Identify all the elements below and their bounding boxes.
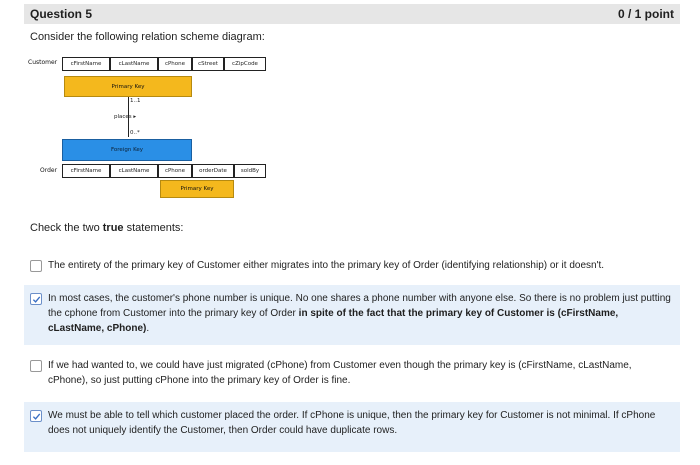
order-table-label: Order <box>40 167 58 174</box>
checkbox[interactable] <box>30 410 42 422</box>
customer-column: cStreet <box>192 57 224 71</box>
order-column: soldBy <box>234 164 266 178</box>
answer-option-2[interactable] <box>24 285 680 345</box>
question-prompt: Consider the following relation scheme diagram: <box>30 31 265 43</box>
multiplicity-bottom: 0..* <box>130 130 140 136</box>
option-text-part: The entirety of the primary key of Customer either migrates into the primary key of Order (identifying relationship) or it doesn't. <box>48 260 605 271</box>
customer-column: cFirstName <box>62 57 110 71</box>
order-column: cLastName <box>110 164 158 178</box>
checkmark-icon <box>32 295 41 304</box>
question-title: Question 5 <box>30 7 93 21</box>
order-column: cPhone <box>158 164 192 178</box>
option-text <box>48 291 674 339</box>
order-column: cFirstName <box>62 164 110 178</box>
option-text <box>48 408 674 446</box>
option-text-part: We must be able to tell which customer placed the order. If cPhone is unique, then the primary key for Customer is not minimal. If cPhone does not uniquely identify the Customer, then Order could have duplicate rows. <box>48 410 656 436</box>
option-text-part: . <box>146 323 150 334</box>
answer-option-4[interactable] <box>24 402 680 452</box>
option-text <box>48 358 674 394</box>
question-header <box>24 4 680 24</box>
checkbox[interactable] <box>30 360 42 372</box>
customer-primary-key-bar: Primary Key <box>64 76 192 97</box>
question-points: 0 / 1 point <box>617 7 674 21</box>
checkmark-icon <box>32 412 41 421</box>
order-primary-key-bar: Primary Key <box>160 180 234 198</box>
answer-option-1[interactable] <box>24 256 680 276</box>
order-column: orderDate <box>192 164 234 178</box>
option-text-part: If we had wanted to, we could have just migrated (cPhone) from Customer even though the primary key is (cFirstName, cLastName, cPhone), so just putting cPhone into the primary key of Order is fine. <box>48 360 632 386</box>
customer-column: cPhone <box>158 57 192 71</box>
checkbox[interactable] <box>30 260 42 272</box>
option-text-part: In most cases, the customer's phone number is unique. No one shares a phone number with anyone else. So there is no problem just putting the cphone from Customer into the primary key of Order <box>48 293 671 319</box>
relationship-label: places ▸ <box>114 114 137 120</box>
multiplicity-top: 1..1 <box>130 98 141 104</box>
answer-option-3[interactable] <box>24 355 680 397</box>
order-foreign-key-bar: Foreign Key <box>62 139 192 161</box>
option-text <box>48 258 604 274</box>
option-text-part: in spite of the fact that the primary key of Customer is (cFirstName, cLastName, cPhone) <box>48 308 619 334</box>
customer-column: cZipCode <box>224 57 266 71</box>
checkbox[interactable] <box>30 293 42 305</box>
customer-column: cLastName <box>110 57 158 71</box>
relation-scheme-diagram <box>26 55 286 205</box>
customer-table-label: Customer <box>28 59 58 66</box>
instruction-text: Check the two true statements: <box>30 222 184 234</box>
